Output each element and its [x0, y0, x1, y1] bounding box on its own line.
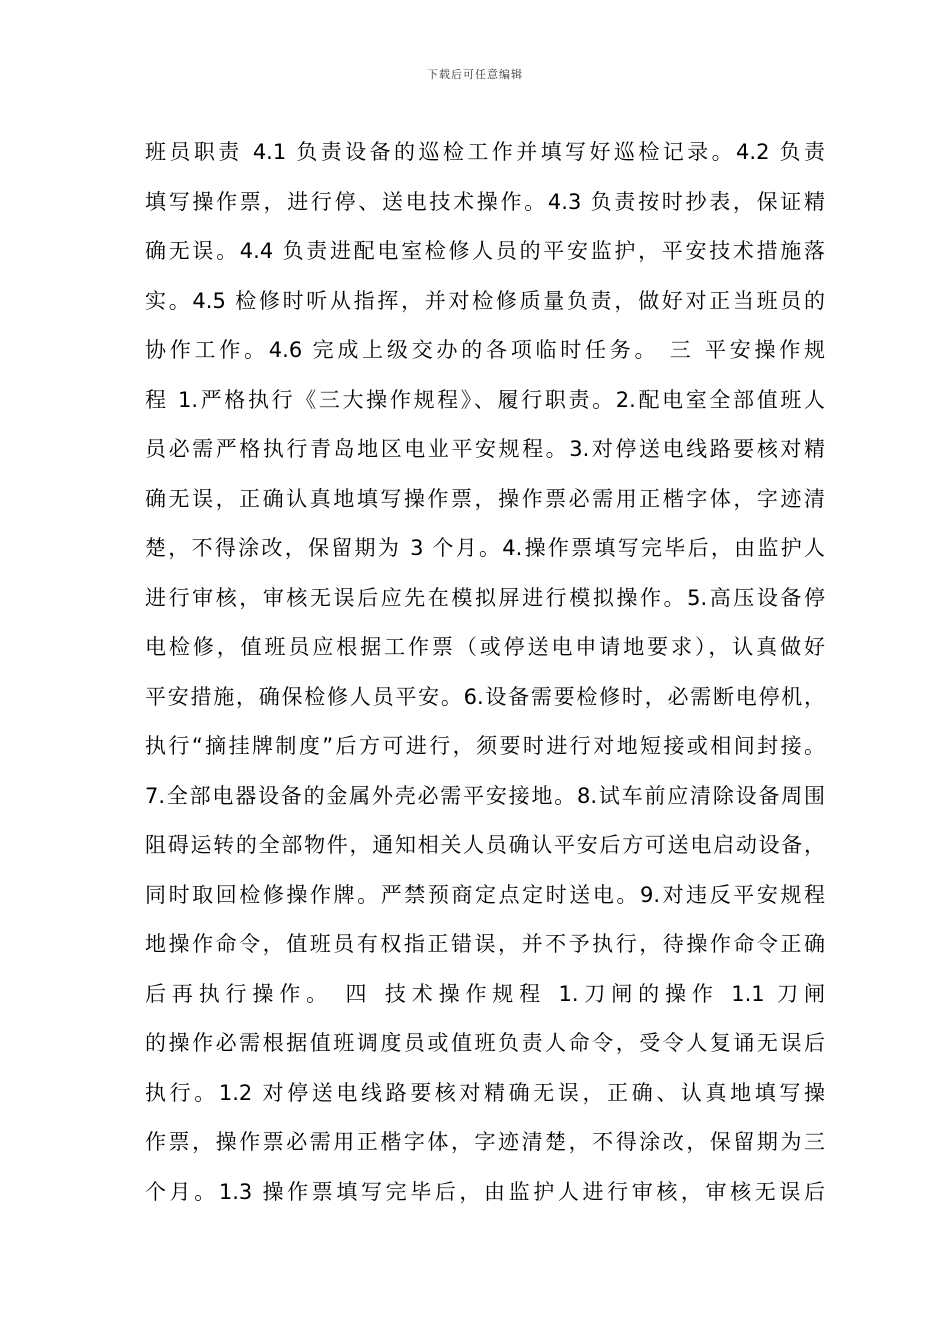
text-line: 进行审核，审核无误后应先在模拟屏进行模拟操作。5.高压设备停 — [145, 585, 825, 610]
text-line: 执行“摘挂牌制度”后方可进行，须要时进行对地短接或相间封接。 — [145, 734, 825, 758]
text-line: 的操作必需根据值班调度员或值班负责人命令，受令人复诵无误后 — [145, 1031, 825, 1055]
text-line: 确无误。4.4 负责进配电室检修人员的平安监护，平安技术措施落 — [145, 239, 825, 263]
text-line: 个月。1.3 操作票填写完毕后，由监护人进行审核，审核无误后 — [145, 1179, 825, 1204]
text-line: 班员职责 4.1 负责设备的巡检工作并填写好巡检记录。4.2 负责 — [145, 140, 825, 164]
text-line: 电检修，值班员应根据工作票（或停送电申请地要求），认真做好 — [145, 635, 825, 659]
text-line: 程 1.严格执行《三大操作规程》、履行职责。2.配电室全部值班人 — [145, 387, 825, 412]
text-line: 平安措施，确保检修人员平安。6.设备需要检修时，必需断电停机， — [145, 684, 825, 709]
text-line: 楚，不得涂改，保留期为 3 个月。4.操作票填写完毕后，由监护人 — [145, 536, 825, 560]
text-line: 员必需严格执行青岛地区电业平安规程。3.对停送电线路要核对精 — [145, 437, 825, 461]
text-line: 填写操作票，进行停、送电技术操作。4.3 负责按时抄表，保证精 — [145, 189, 825, 214]
text-line: 地操作命令，值班员有权指正错误，并不予执行，待操作命令正确 — [145, 932, 825, 956]
text-line: 阻碍运转的全部物件，通知相关人员确认平安后方可送电启动设备， — [145, 833, 825, 857]
text-line: 后再执行操作。 四 技术操作规程 1.刀闸的操作 1.1 刀闸 — [145, 981, 825, 1006]
text-line: 确无误，正确认真地填写操作票，操作票必需用正楷字体，字迹清 — [145, 486, 825, 511]
text-line: 执行。1.2 对停送电线路要核对精确无误，正确、认真地填写操 — [145, 1080, 825, 1105]
page-header: 下载后可任意编辑 — [427, 68, 523, 81]
text-line: 7.全部电器设备的金属外壳必需平安接地。8.试车前应清除设备周围 — [145, 783, 825, 808]
text-line: 作票，操作票必需用正楷字体，字迹清楚，不得涂改，保留期为三 — [145, 1130, 825, 1154]
document-body — [145, 128, 825, 1217]
text-line: 同时取回检修操作牌。严禁预商定点定时送电。9.对违反平安规程 — [145, 882, 825, 907]
text-line: 实。4.5 检修时听从指挥，并对检修质量负责，做好对正当班员的 — [145, 288, 825, 313]
text-line: 协作工作。4.6 完成上级交办的各项临时任务。 三 平安操作规 — [145, 338, 825, 362]
